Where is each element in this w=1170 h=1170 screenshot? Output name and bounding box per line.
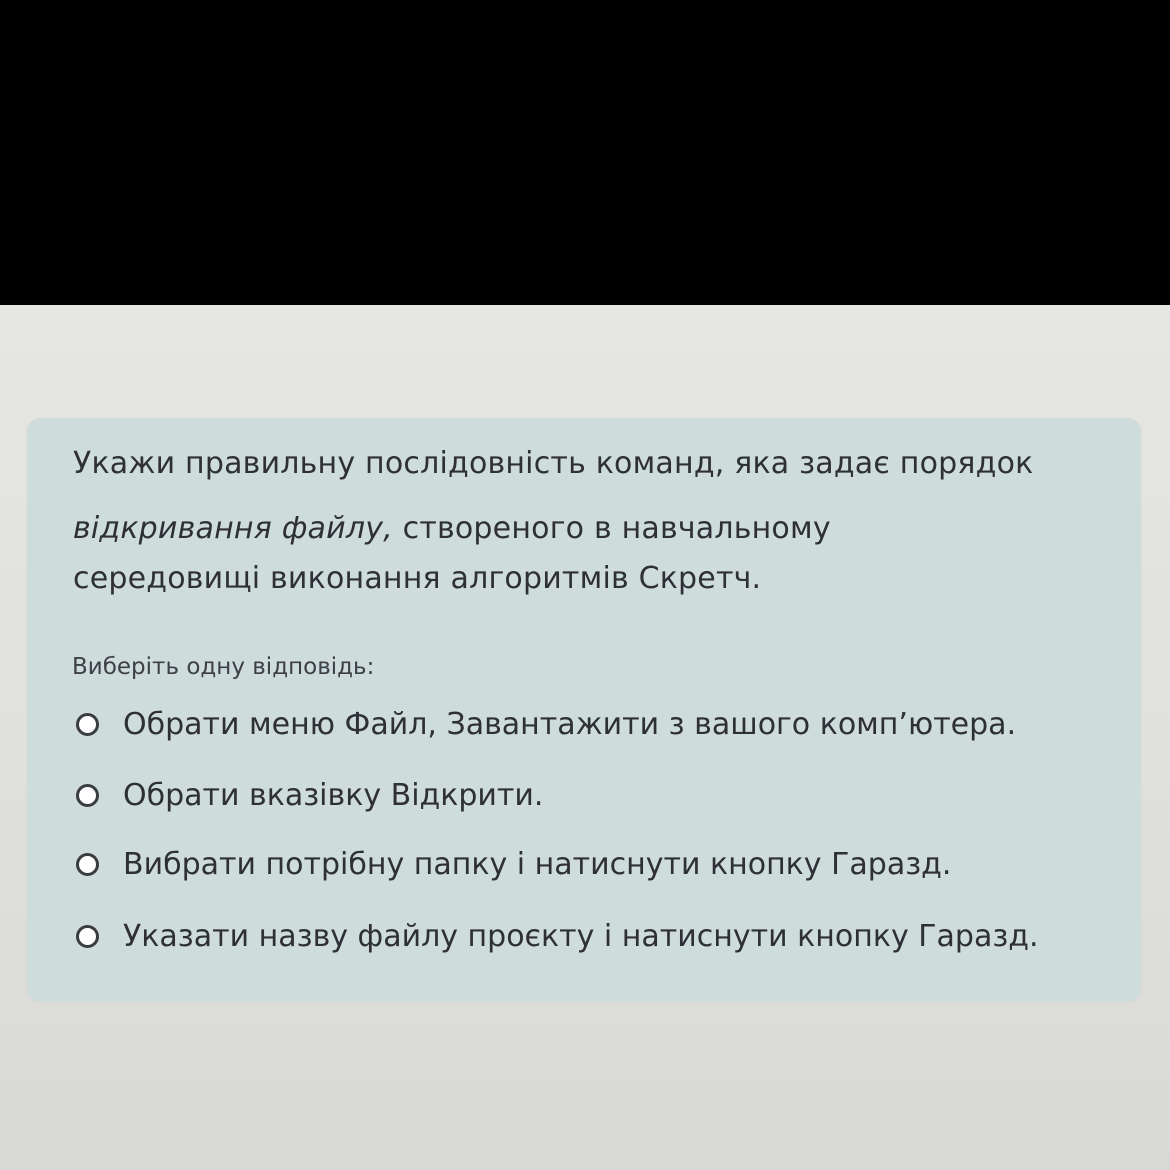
question-text-line-2	[73, 511, 831, 546]
answer-option-4[interactable]	[76, 914, 1039, 958]
answer-option-1[interactable]	[76, 702, 1016, 746]
answer-option-label: Указати назву файлу проєкту і натиснути кнопку Гаразд.	[123, 918, 1039, 954]
answer-option-label: Вибрати потрібну папку і натиснути кнопку Гаразд.	[123, 846, 952, 882]
question-text-line-3: середовищі виконання алгоритмів Скретч.	[73, 561, 762, 596]
answer-prompt: Виберіть одну відповідь:	[72, 654, 375, 680]
question-emphasis: відкривання файлу,	[73, 511, 393, 546]
question-text-line-2-rest: створеного в навчальному	[392, 511, 831, 546]
answer-option-3[interactable]	[76, 842, 951, 886]
answer-option-2[interactable]	[76, 773, 543, 817]
answer-option-label: Обрати меню Файл, Завантажити з вашого комп’ютера.	[123, 706, 1017, 742]
dark-area	[0, 0, 1170, 305]
radio-button-icon[interactable]	[76, 925, 99, 948]
radio-button-icon[interactable]	[76, 853, 99, 876]
answer-option-label: Обрати вказівку Відкрити.	[123, 777, 544, 813]
radio-button-icon[interactable]	[76, 713, 99, 736]
question-text-line-1: Укажи правильну послідовність команд, яка задає порядок	[73, 446, 1034, 481]
radio-button-icon[interactable]	[76, 784, 99, 807]
